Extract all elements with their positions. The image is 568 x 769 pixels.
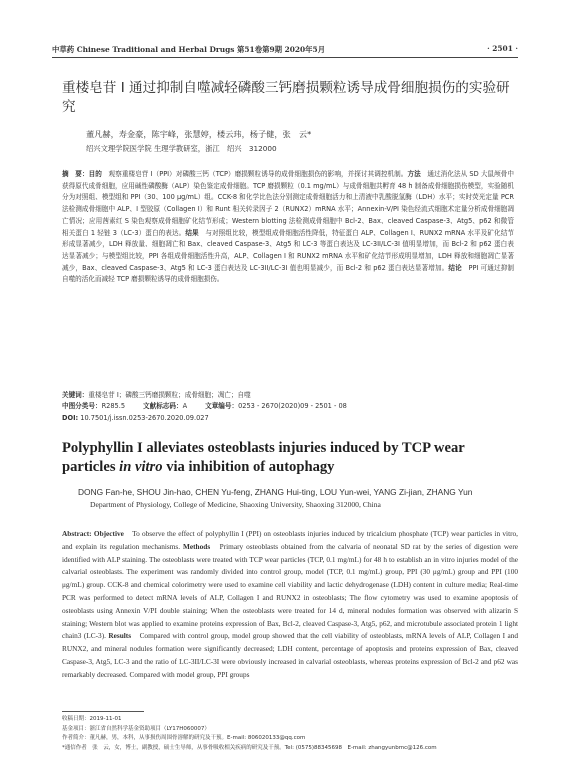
footnote-received: 收稿日期：2019-11-01 — [62, 716, 122, 722]
english-title — [62, 439, 518, 477]
methods-label: 方法 — [407, 170, 421, 178]
english-abstract — [62, 528, 518, 682]
english-methods-text: Primary osteoblasts obtained from the calvaria of neonatal SD rat by the series of digestion were identified with ALP staining. The osteoblasts were treated with TCP wear particles (TCP, 0.1 mg/mL) for 48 h to establish an in vitro injuries model of the calvarial osteoblasts. The experiment was randomly divided into control group, model (TCP, 0.1 mg/mL) group, PPI (30 μg/mL) group and PPI (100 μg/mL) group. CCK-8 and chemical colorimetry were used to examine cell viability and lactic dehydrogenase (LDH) content in culture media; Real-time PCR was performed to detect mRNA levels of ALP, Collagen I and RUNX2 in osteoblasts; The flow cytometry was used to examine apoptosis of osteoblasts using Annexin V/PI double staining; When the osteoblasts were treated for 14 d, mineral nodules formation was observed with alizarin S staining; Western blot was applied to examine proteins expression of Bax, Bcl-2, cleaved Caspase-3, Atg5, p62, and microtubule associated protein 1 light chain3 (LC-3). — [62, 541, 518, 641]
header-divider — [52, 57, 518, 58]
running-header — [52, 44, 518, 56]
doc-code-label: 文献标志码： — [143, 402, 183, 411]
english-objective-label: Objective — [93, 529, 124, 538]
clc-label: 中图分类号： — [62, 402, 102, 411]
clc-value: R285.5 — [101, 402, 126, 411]
objective-label: 目的 — [88, 170, 102, 178]
english-affiliation: Department of Physiology, College of Medicine, Shaoxing University, Shaoxing 312000, China — [90, 500, 381, 509]
doc-code-value: A — [182, 402, 188, 411]
chinese-title: 重楼皂苷 I 通过抑制自噬减轻磷酸三钙磨损颗粒诱导成骨细胞损伤的实验研究 — [62, 80, 510, 115]
keywords-row — [62, 390, 514, 401]
page-number: · 2501 · — [487, 44, 518, 53]
footnote-divider — [62, 711, 144, 712]
journal-citation-line: 中草药 Chinese Traditional and Herbal Drugs 第51卷第9期 2020年5月 — [52, 45, 326, 54]
conclusion-label: 结论 — [448, 263, 462, 272]
keywords-label: 关键词： — [62, 391, 89, 399]
english-title-main: Polyphyllin I alleviates osteoblasts injuries induced by TCP wear particles — [62, 440, 465, 475]
conclusion-text: PPI 可通过抑制自噬的活化而减轻 TCP 磨损颗粒诱导的成骨细胞损伤。 — [62, 263, 515, 284]
objective-text: 观察重楼皂苷 I（PPI）对磷酸三钙（TCP）磨损颗粒诱导的成骨细胞损伤的影响，并探讨其调控机制。 — [108, 170, 408, 178]
results-label: 结果 — [185, 228, 199, 237]
doi-row — [62, 413, 514, 424]
english-results-label: Results — [108, 631, 132, 641]
doi-label: DOI: — [62, 413, 79, 422]
chinese-abstract — [62, 169, 514, 286]
keywords-text: 重楼皂苷 I；磷酸三钙磨损颗粒；成骨细胞；凋亡；自噬 — [88, 391, 251, 399]
chinese-affiliation: 绍兴文理学院医学院 生理学教研室，浙江 绍兴 312000 — [86, 144, 277, 153]
footnote-fund: 基金项目：浙江省自然科学基金资助项目（LY17H060007） — [62, 725, 210, 732]
chinese-metadata — [62, 390, 514, 424]
footnotes — [62, 715, 522, 753]
english-authors: DONG Fan-he, SHOU Jin-hao, CHEN Yu-feng, ZHANG Hui-ting, LOU Yun-wei, YANG Zi-jian, ZHANG Yun — [78, 487, 473, 497]
article-no-value: 0253 - 2670(2020)09 - 2501 - 08 — [238, 402, 347, 411]
chinese-authors: 董凡赫，寿金豪，陈宇峰，张慧婷，楼云玮，杨子健，张 云* — [86, 129, 312, 139]
english-title-tail: via inhibition of autophagy — [162, 459, 335, 475]
english-objective-text: To observe the effect of polyphyllin I (PPI) on osteoblasts injuries induced by tricalcium phosphate (TCP) wear particles in vitro, and explain its regulation mechanisms. — [62, 529, 519, 551]
classification-row — [62, 401, 514, 412]
chinese-abstract-label: 摘 要： — [62, 170, 89, 178]
english-title-italic: in vitro — [119, 459, 163, 475]
english-methods-label: Methods — [183, 541, 211, 551]
footnote-first-author: 作者简介：董凡赫，男，本科，从事损伤周围骨溶解的研究及干预。E-mail: 806020133@qq.com — [62, 735, 306, 742]
methods-text: 通过消化法从 SD 大鼠颅骨中获得原代成骨细胞，应用碱性磷酸酶（ALP）染色鉴定成骨细胞。TCP 磨损颗粒（0.1 mg/mL）与成骨细胞共孵育 48 h 制备成骨细胞损伤模型，实验随机分为对照组、模型组和 PPI（30、100 μg/mL）组。CCK-8 和化学比色法分别测定成骨细胞活力和上清液中乳酸脱氢酶（LDH）水平；实时荧光定量 PCR 法检测成骨细胞中 ALP、I 型胶原（Collagen I）和 Runt 相关转录因子 2（RUNX2）mRNA 水平；Annexin-V/PI 染色经流式细胞术定量分析成骨细胞凋亡情况；应用茜素红 S 染色观察成骨细胞矿化结节形成；Western blotting 法检测成骨细胞中 Bcl-2、Bax、cleaved Caspase-3、Atg5、p62 和微管相关蛋白 1 轻链 3（LC-3）蛋白的表达。 — [62, 170, 515, 237]
article-no-label: 文章编号： — [205, 402, 239, 411]
doi-link[interactable]: 10.7501/j.issn.0253-2670.2020.09.027 — [80, 413, 209, 422]
footnote-corresponding: *通信作者 张 云，女，博士，副教授，硕士生导师，从事骨吸收相关疾病的研究及干预。Tel: (0575)88345698 E-mail: zhangyunbmc@126.com — [62, 744, 437, 751]
english-results-text: Compared with control group, model group showed that the cell viability of osteoblasts, mRNA levels of ALP, Collagen I and RUNX2, and mineral nodules formation were significantly decreased; LDH content, percentage of apoptosis and proteins expression of Bax, cleaved Caspase-3, Atg5, LC-3 and the ratio of LC-3II/LC-3I were obviously increased in calvarial osteoblasts, whereas proteins expression of Bcl-2 and p62 was remarkably decreased. Compared with model group, PPI groups — [62, 631, 518, 679]
english-abstract-label: Abstract: — [62, 529, 92, 538]
results-text: 与对照组比较，模型组成骨细胞活性降低，特征蛋白 ALP、Collagen I、RUNX2 mRNA 水平及矿化结节形成显著减少，LDH 释放量、细胞凋亡和 Bax、cleaved Caspase-3、Atg5 和 LC-3 等蛋白表达及 LC-3II/LC-3I 值明显增加，而 Bcl-2 和 p62 蛋白表达显著减少；与模型组比较，PPI 各组成骨细胞活性升高，ALP、Collagen I 和 RUNX2 mRNA 水平和矿化结节形成明显增加，LDH 释放和细胞凋亡显著减少，Bax、cleaved Caspase-3、Atg5 和 LC-3 蛋白表达及 LC-3II/LC-3I 值也明显减少，而 Bcl-2 和 p62 蛋白表达显著增加。 — [62, 228, 514, 272]
